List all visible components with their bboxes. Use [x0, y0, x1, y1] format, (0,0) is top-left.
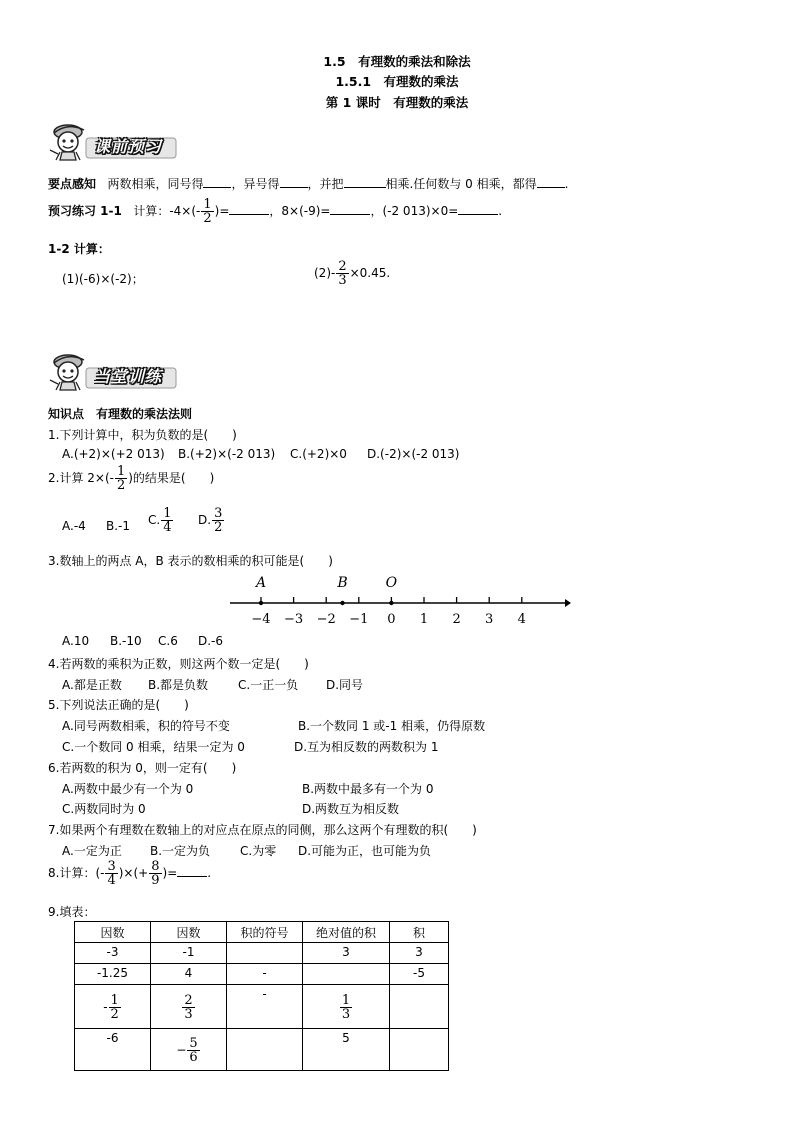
axis-tick-label: 3: [485, 612, 494, 627]
class-banner: [44, 350, 179, 392]
table-cell: -3: [75, 943, 151, 964]
table-cell: 3: [390, 943, 449, 964]
table-header: 积的符号: [227, 922, 303, 943]
point-a: [259, 601, 263, 605]
axis-tick-label: 1: [419, 612, 429, 627]
class-banner-text: 当堂训练: [94, 367, 163, 386]
table-header: 积: [390, 922, 449, 943]
table-cell: 3: [303, 943, 390, 964]
q7-option-a[interactable]: A.一定为正: [62, 844, 122, 858]
exercise-1-2-part1: (1)(-6)×(-2)；: [62, 272, 144, 286]
table-cell: -1: [151, 943, 227, 964]
table-cell: -5: [390, 964, 449, 985]
table-header: 绝对值的积: [303, 922, 390, 943]
table-cell: -1.25: [75, 964, 151, 985]
q6-option-d[interactable]: D.两数互为相反数: [302, 802, 400, 816]
point-label-b: B: [337, 575, 348, 591]
question-4: 4.若两数的乘积为正数，则这两个数一定是( ): [48, 657, 309, 671]
ex1-text-4: ，(-2 013)×0=: [370, 204, 459, 218]
q2-option-c[interactable]: C. $\frac{1}{4}$: [148, 506, 172, 535]
table-cell: -: [227, 985, 303, 1029]
point-label-o: O: [385, 575, 398, 591]
exercise-1-2-label: 1-2 计算：: [48, 242, 110, 256]
q4-option-d[interactable]: D.同号: [326, 678, 364, 692]
answer-blank[interactable]: [177, 864, 207, 877]
q5-option-b[interactable]: B.一个数同 1 或-1 相乘，仍得原数: [298, 719, 486, 733]
exercise-label: 预习练习 1-1: [48, 204, 122, 218]
table-cell: $\frac{2}{3}$: [151, 985, 227, 1029]
axis-tick-label: 2: [452, 612, 461, 627]
key-points-line: [48, 175, 568, 192]
table-cell: 5: [303, 1029, 390, 1071]
q1-option-d[interactable]: D.(-2)×(-2 013): [367, 447, 460, 461]
answer-blank[interactable]: [203, 175, 231, 188]
q7-option-c[interactable]: C.为零: [240, 844, 277, 858]
q2-option-a[interactable]: A.-4: [62, 519, 86, 533]
q2-option-d[interactable]: D. $\frac{3}{2}$: [198, 506, 223, 535]
table-cell: -6: [75, 1029, 151, 1071]
point-o: [389, 601, 393, 605]
q4-option-a[interactable]: A.都是正数: [62, 678, 122, 692]
point-label-a: A: [255, 575, 267, 591]
axis-tick-label: −4: [251, 612, 271, 627]
question-7: 7.如果两个有理数在数轴上的对应点在原点的同侧，那么这两个有理数的积( ): [48, 823, 477, 837]
table-row: [75, 964, 449, 985]
question-3: 3.数轴上的两点 A，B 表示的数相乘的积可能是( ): [48, 554, 333, 568]
answer-blank[interactable]: [229, 202, 269, 215]
ex1-text-3: ，8×(-9)=: [269, 204, 331, 218]
table-cell-blank[interactable]: [227, 943, 303, 964]
answer-blank[interactable]: [280, 175, 308, 188]
axis-tick-label: 0: [387, 612, 396, 627]
table-cell-blank[interactable]: [227, 1029, 303, 1071]
ex1-text-5: .: [498, 204, 503, 218]
table-cell-blank[interactable]: [390, 1029, 449, 1071]
q6-option-b[interactable]: B.两数中最多有一个为 0: [302, 782, 434, 796]
q2-option-b[interactable]: B.-1: [106, 519, 131, 533]
question-5: 5.下列说法正确的是( ): [48, 698, 189, 712]
table-header: 因数: [151, 922, 227, 943]
q1-option-a[interactable]: A.(+2)×(+2 013): [62, 447, 165, 461]
answer-blank[interactable]: [330, 202, 370, 215]
table-row: [75, 985, 449, 1029]
axis-tick-label: −3: [284, 612, 304, 627]
table-header-row: [75, 922, 449, 943]
table-cell-blank[interactable]: [390, 985, 449, 1029]
ex1-text-1: 计算：-4×(-: [133, 204, 201, 218]
q6-option-c[interactable]: C.两数同时为 0: [62, 802, 146, 816]
question-2: 2.计算 2×(- $\frac{1}{2}$ )的结果是( ): [48, 464, 215, 493]
exercise-1-2-part2: (2)- $\frac{2}{3}$ ×0.45.: [314, 259, 391, 288]
table-cell: 4: [151, 964, 227, 985]
question-1: 1.下列计算中，积为负数的是( ): [48, 428, 237, 442]
key-points-label: 要点感知: [48, 177, 97, 191]
ex1-text-2: )=: [214, 204, 230, 218]
key-text-1: 两数相乘，同号得: [107, 177, 204, 191]
table-cell: $\frac{1}{3}$: [303, 985, 390, 1029]
q6-option-a[interactable]: A.两数中最少有一个为 0: [62, 782, 194, 796]
q4-option-b[interactable]: B.都是负数: [148, 678, 209, 692]
q5-option-a[interactable]: A.同号两数相乘，积的符号不变: [62, 719, 230, 733]
subsection-title: 1.5.1 有理数的乘法: [335, 74, 459, 89]
q7-option-b[interactable]: B.一定为负: [150, 844, 211, 858]
q5-option-d[interactable]: D.互为相反数的两数积为 1: [294, 740, 439, 754]
table-cell-blank[interactable]: [303, 964, 390, 985]
table-cell: - $\frac{1}{2}$: [75, 985, 151, 1029]
key-text-2: ，异号得: [231, 177, 280, 191]
q7-option-d[interactable]: D.可能为正，也可能为负: [298, 844, 432, 858]
lesson-title: 第 1 课时 有理数的乘法: [325, 95, 469, 110]
table-row: [75, 1029, 449, 1071]
question-9: 9.填表：: [48, 905, 96, 919]
number-line: [225, 572, 575, 628]
table-cell: − $\frac{5}{6}$: [151, 1029, 227, 1071]
question-8: 8.计算：(- $\frac{3}{4}$ )×(+ $\frac{8}{9}$ )= .: [48, 859, 212, 888]
point-b: [340, 601, 344, 605]
question-6: 6.若两数的积为 0，则一定有( ): [48, 761, 237, 775]
table-header: 因数: [75, 922, 151, 943]
q1-option-c[interactable]: C.(+2)×0: [290, 447, 347, 461]
axis-tick-label: −1: [349, 612, 369, 627]
q3-option-b[interactable]: B.-10: [110, 634, 142, 648]
preview-exercise-1: [48, 198, 502, 225]
key-text-4: 相乘.任何数与 0 相乘，都得: [385, 177, 537, 191]
q3-option-a[interactable]: A.10: [62, 634, 90, 648]
preview-banner-text: 课前预习: [94, 137, 163, 156]
table-row: [75, 943, 449, 964]
key-text-5: .: [564, 177, 569, 191]
knowledge-heading: 知识点 有理数的乘法法则: [48, 407, 193, 421]
table-cell: -: [227, 964, 303, 985]
key-text-3: ，并把: [307, 177, 344, 191]
answer-blank[interactable]: [458, 202, 498, 215]
arrow-right-icon: [565, 599, 571, 607]
fraction-half: $\frac{1}{2}$: [203, 197, 212, 226]
section-title: 1.5 有理数的乘法和除法: [323, 54, 471, 69]
answer-blank[interactable]: [344, 175, 386, 188]
q5-option-c[interactable]: C.一个数同 0 相乘，结果一定为 0: [62, 740, 245, 754]
q3-option-c[interactable]: C.6: [158, 634, 178, 648]
q3-option-d[interactable]: D.-6: [198, 634, 224, 648]
answer-blank[interactable]: [537, 175, 565, 188]
axis-tick-label: −2: [316, 612, 336, 627]
preview-banner: [44, 120, 179, 162]
fill-in-table: [74, 921, 449, 1071]
q1-option-b[interactable]: B.(+2)×(-2 013): [178, 447, 276, 461]
axis-tick-label: 4: [517, 612, 526, 627]
q4-option-c[interactable]: C.一正一负: [238, 678, 299, 692]
